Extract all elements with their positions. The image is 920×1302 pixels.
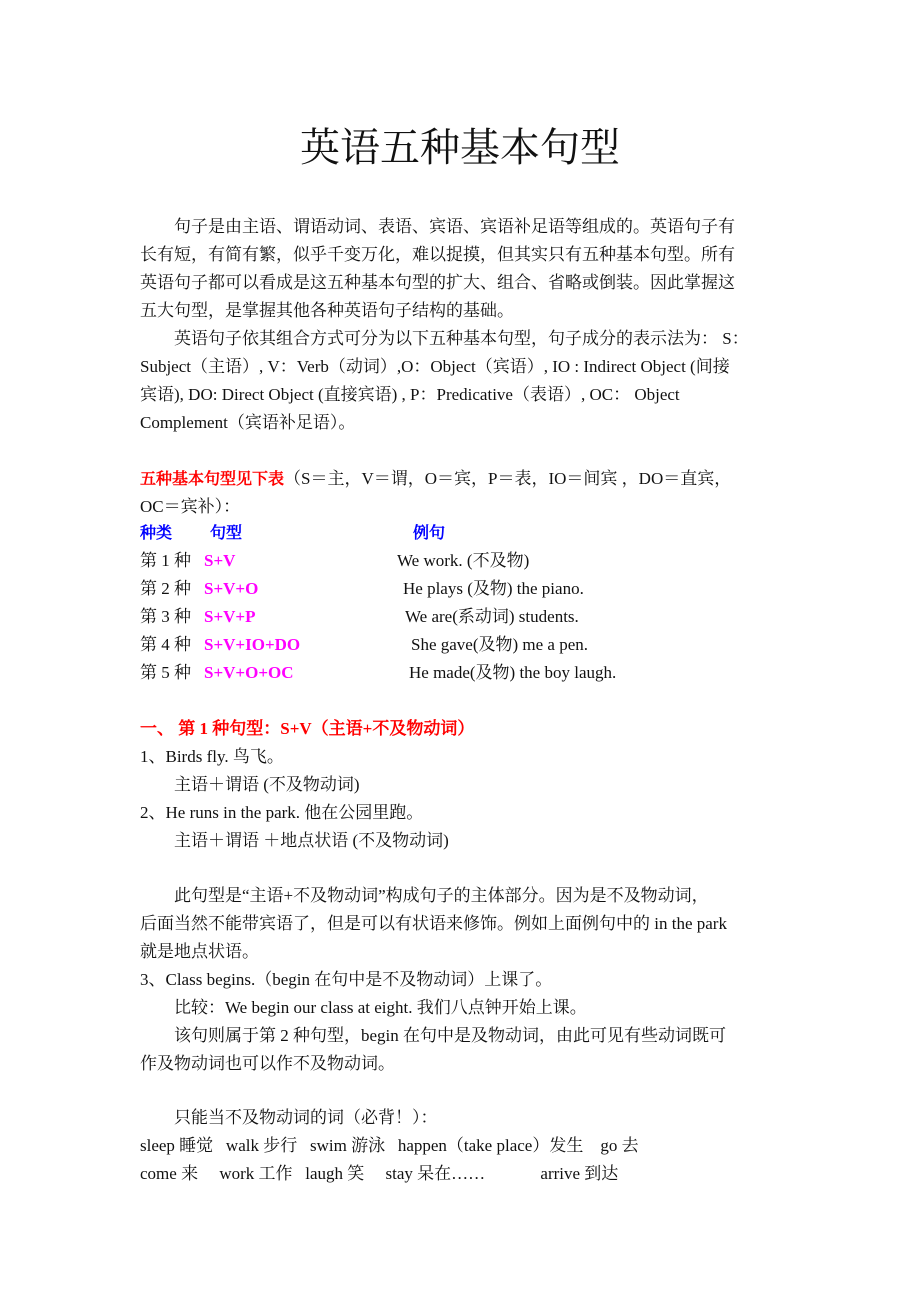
row-kind: 第 1 种	[140, 551, 191, 570]
table-row	[140, 603, 740, 631]
row-example: We are(系动词) students.	[405, 607, 579, 626]
row-example: She gave(及物) me a pen.	[411, 635, 589, 654]
row-pattern: S+V+O	[204, 579, 259, 598]
table-intro-line2: OC＝宾补）：	[140, 497, 241, 516]
table-row	[140, 659, 740, 687]
section-line: 主语＋谓语 (不及物动词)	[140, 775, 360, 794]
section-line: 此句型是“主语+不及物动词”构成句子的主体部分。因为是不及物动词，	[140, 886, 709, 905]
section-line: 3、Class begins.（begin 在句中是不及物动词）上课了。	[140, 970, 553, 989]
word-list-line: sleep 睡觉 walk 步行 swim 游泳 happen（take place）发生 go 去	[140, 1136, 639, 1155]
section-line: 比较：We begin our class at eight. 我们八点钟开始上课。	[140, 998, 587, 1017]
row-example: We work. (不及物)	[397, 551, 530, 570]
row-example: He plays (及物) the piano.	[403, 579, 584, 598]
table-intro-highlight: 五种基本句型见下表	[140, 469, 285, 488]
intro-line: 句子是由主语、谓语动词、表语、宾语、宾语补足语等组成的。英语句子有	[140, 217, 735, 236]
section-line: 该句则属于第 2 种句型，begin 在句中是及物动词，由此可见有些动词既可	[140, 1026, 727, 1045]
row-example: He made(及物) the boy laugh.	[409, 663, 617, 682]
row-kind: 第 2 种	[140, 579, 191, 598]
section-line: 2、He runs in the park. 他在公园里跑。	[140, 803, 424, 822]
intro-line: 五大句型，是掌握其他各种英语句子结构的基础。	[140, 301, 514, 320]
section-line: 主语＋谓语 ＋地点状语 (不及物动词)	[140, 831, 449, 850]
table-row	[140, 631, 740, 659]
intro-line: 长有短，有简有繁，似乎千变万化，难以捉摸，但其实只有五种基本句型。所有	[140, 245, 735, 264]
intro-line: 宾语), DO: Direct Object (直接宾语) , P：Predicative（表语）, OC： Object	[140, 385, 680, 404]
header-pattern: 句型	[210, 523, 243, 542]
row-pattern: S+V+P	[204, 607, 256, 626]
intro-line: 英语句子依其组合方式可分为以下五种基本句型，句子成分的表示法为： S：	[140, 329, 749, 348]
table-row	[140, 547, 740, 575]
word-list-line: come 来 work 工作 laugh 笑 stay 呆在…… arrive 到达	[140, 1164, 619, 1183]
row-pattern: S+V+O+OC	[204, 663, 294, 682]
row-kind: 第 3 种	[140, 607, 191, 626]
section-line: 只能当不及物动词的词（必背！）：	[140, 1108, 438, 1127]
page-title: 英语五种基本句型	[300, 125, 620, 171]
intro-line: Complement（宾语补足语）。	[140, 413, 356, 432]
section-line: 作及物动词也可以作不及物动词。	[140, 1054, 395, 1073]
row-pattern: S+V	[204, 551, 236, 570]
table-row	[140, 575, 740, 603]
intro-line: Subject（主语）, V：Verb（动词）,O：Object（宾语）, IO : Indirect Object (间接	[140, 357, 730, 376]
row-pattern: S+V+IO+DO	[204, 635, 301, 654]
section-heading: 一、 第 1 种句型：S+V（主语+不及物动词）	[140, 719, 475, 738]
header-example: 例句	[413, 523, 446, 542]
section-line: 1、Birds fly. 鸟飞。	[140, 747, 284, 766]
section-line: 后面当然不能带宾语了，但是可以有状语来修饰。例如上面例句中的 in the park	[140, 914, 727, 933]
table-intro	[140, 465, 731, 493]
table-intro-text: （S＝主，V＝谓，O＝宾，P＝表，IO＝间宾 ，DO＝直宾，	[284, 469, 732, 488]
row-kind: 第 4 种	[140, 635, 191, 654]
row-kind: 第 5 种	[140, 663, 191, 682]
section-line: 就是地点状语。	[140, 942, 259, 961]
header-kind: 种类	[140, 523, 173, 542]
intro-line: 英语句子都可以看成是这五种基本句型的扩大、组合、省略或倒装。因此掌握这	[140, 273, 735, 292]
